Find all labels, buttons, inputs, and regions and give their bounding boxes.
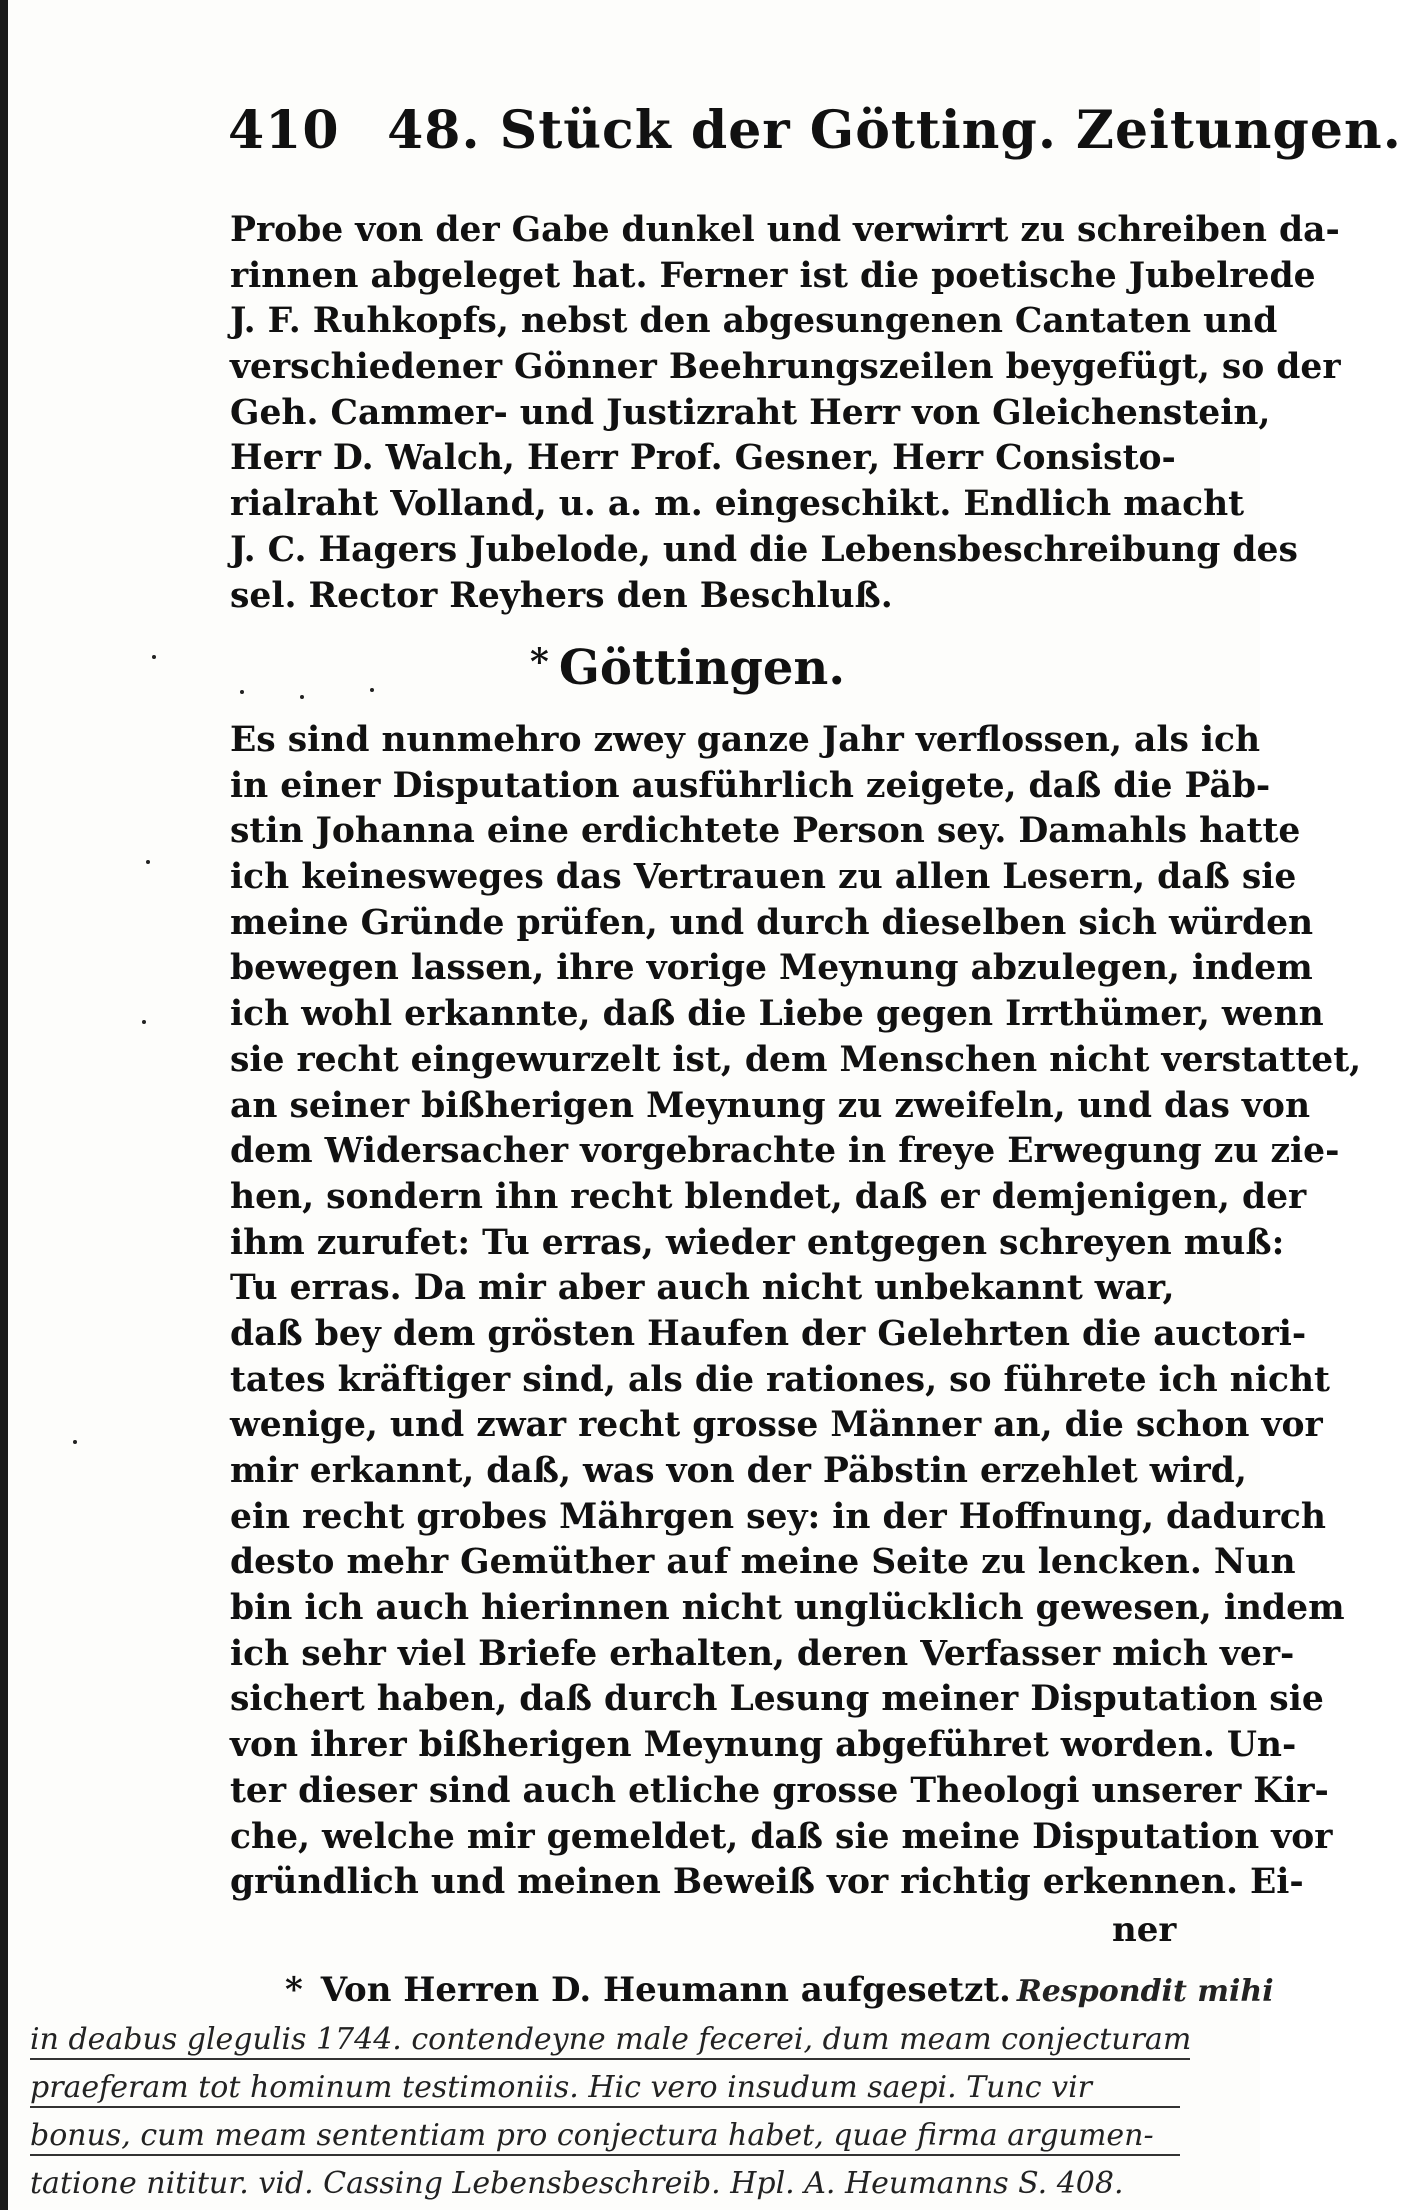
text-line: sel. Rector Reyhers den Beschluß. bbox=[230, 575, 893, 616]
text-line: bin ich auch hierinnen nicht unglücklich gewesen, indem bbox=[230, 1588, 1345, 1629]
text-line: daß bey dem grösten Haufen der Gelehrten die auctori- bbox=[230, 1313, 1307, 1354]
header-title: 48. Stück der Götting. Zeitungen. bbox=[387, 100, 1402, 161]
ink-speck bbox=[142, 1020, 146, 1024]
ruled-underline bbox=[30, 2058, 1190, 2060]
footnote-text: Von Herren D. Heumann aufgesetzt. bbox=[320, 1970, 1011, 2010]
handwritten-note-line: in deabus glegulis 1744. contendeyne male fecerei, dum meam conjecturam bbox=[30, 2022, 1192, 2057]
text-line: Probe von der Gabe dunkel und verwirrt zu schreiben da- bbox=[230, 210, 1340, 250]
footnote-marker: * bbox=[530, 641, 549, 683]
handwritten-note-line: praeferam tot hominum testimoniis. Hic vero insudum saepi. Tunc vir bbox=[30, 2070, 1093, 2105]
section-heading-text: Göttingen. bbox=[558, 640, 846, 696]
ink-speck bbox=[152, 655, 156, 659]
text-line: J. C. Hagers Jubelode, und die Lebensbeschreibung des bbox=[230, 529, 1298, 570]
ink-speck bbox=[73, 1440, 77, 1444]
text-line: ihm zurufet: Tu erras, wieder entgegen schreyen muß: bbox=[230, 1222, 1285, 1263]
handwritten-note-start: Respondit mihi bbox=[1016, 1974, 1274, 2009]
page-number: 410 bbox=[228, 100, 340, 161]
text-line: ter dieser sind auch etliche grosse Theologi unserer Kir- bbox=[230, 1770, 1329, 1811]
text-line: meine Gründe prüfen, und durch dieselben sich würden bbox=[230, 902, 1314, 943]
text-line: ich wohl erkannte, daß die Liebe gegen Irrthümer, wenn bbox=[230, 994, 1324, 1035]
text-line: ich sehr viel Briefe erhalten, deren Verfasser mich ver- bbox=[230, 1633, 1295, 1674]
text-line: rinnen abgeleget hat. Ferner ist die poetische Jubelrede bbox=[230, 255, 1316, 296]
text-line: Tu erras. Da mir aber auch nicht unbekannt war, bbox=[230, 1268, 1175, 1309]
section-heading bbox=[530, 640, 930, 696]
text-line: Es sind nunmehro zwey ganze Jahr verflossen, als ich bbox=[230, 720, 1261, 760]
ink-speck bbox=[240, 690, 244, 694]
paragraph-2 bbox=[230, 718, 1362, 1906]
ruled-underline bbox=[30, 2106, 1180, 2108]
page-edge-shadow bbox=[0, 0, 8, 2210]
text-line: che, welche mir gemeldet, daß sie meine Disputation vor bbox=[230, 1816, 1333, 1857]
text-line: dem Widersacher vorgebrachte in freye Erwegung zu zie- bbox=[230, 1131, 1340, 1172]
handwritten-note-line: tatione nititur. vid. Cassing Lebensbeschreib. Hpl. A. Heumanns S. 408. bbox=[30, 2166, 1124, 2201]
text-line: Geh. Cammer- und Justizraht Herr von Gleichenstein, bbox=[230, 392, 1271, 433]
text-line: wenige, und zwar recht grosse Männer an, die schon vor bbox=[230, 1405, 1323, 1446]
ink-speck bbox=[146, 860, 150, 864]
paragraph-1 bbox=[230, 208, 1341, 619]
ink-speck bbox=[300, 695, 304, 699]
ink-speck bbox=[370, 688, 374, 692]
text-line: rialraht Volland, u. a. m. eingeschikt. Endlich macht bbox=[230, 484, 1245, 525]
text-line: gründlich und meinen Beweiß vor richtig erkennen. Ei- bbox=[230, 1862, 1304, 1903]
text-line: sie recht eingewurzelt ist, dem Menschen nicht verstattet, bbox=[230, 1039, 1362, 1080]
text-line: hen, sondern ihn recht blendet, daß er demjenigen, der bbox=[230, 1176, 1307, 1217]
text-line: tates kräftiger sind, als die rationes, so führete ich nicht bbox=[230, 1359, 1330, 1400]
text-line: ein recht grobes Mährgen sey: in der Hoffnung, dadurch bbox=[230, 1496, 1326, 1537]
ruled-underline bbox=[30, 2154, 1180, 2156]
text-line: an seiner bißherigen Meynung zu zweifeln, und das von bbox=[230, 1085, 1311, 1126]
footnote bbox=[285, 1970, 1285, 2010]
running-header bbox=[228, 100, 1402, 170]
footnote-star: * bbox=[285, 1970, 303, 2010]
catchword: ner bbox=[1112, 1910, 1177, 1950]
text-line: stin Johanna eine erdichtete Person sey. Damahls hatte bbox=[230, 811, 1301, 852]
text-line: bewegen lassen, ihre vorige Meynung abzulegen, indem bbox=[230, 948, 1313, 989]
text-line: von ihrer bißherigen Meynung abgeführet worden. Un- bbox=[230, 1725, 1297, 1766]
text-line: desto mehr Gemüther auf meine Seite zu lencken. Nun bbox=[230, 1542, 1296, 1583]
text-line: mir erkannt, daß, was von der Päbstin erzehlet wird, bbox=[230, 1451, 1247, 1491]
text-line: sichert haben, daß durch Lesung meiner Disputation sie bbox=[230, 1679, 1324, 1720]
handwritten-note-line: bonus, cum meam sententiam pro conjectura habet, quae firma argumen- bbox=[30, 2118, 1154, 2153]
text-line: in einer Disputation ausführlich zeigete, daß die Päb- bbox=[230, 765, 1271, 806]
text-line: verschiedener Gönner Beehrungszeilen beygefügt, so der bbox=[230, 347, 1341, 388]
text-line: ich keinesweges das Vertrauen zu allen Lesern, daß sie bbox=[230, 857, 1297, 898]
text-line: Herr D. Walch, Herr Prof. Gesner, Herr Consisto- bbox=[230, 438, 1176, 479]
text-line: J. F. Ruhkopfs, nebst den abgesungenen Cantaten und bbox=[230, 301, 1278, 342]
